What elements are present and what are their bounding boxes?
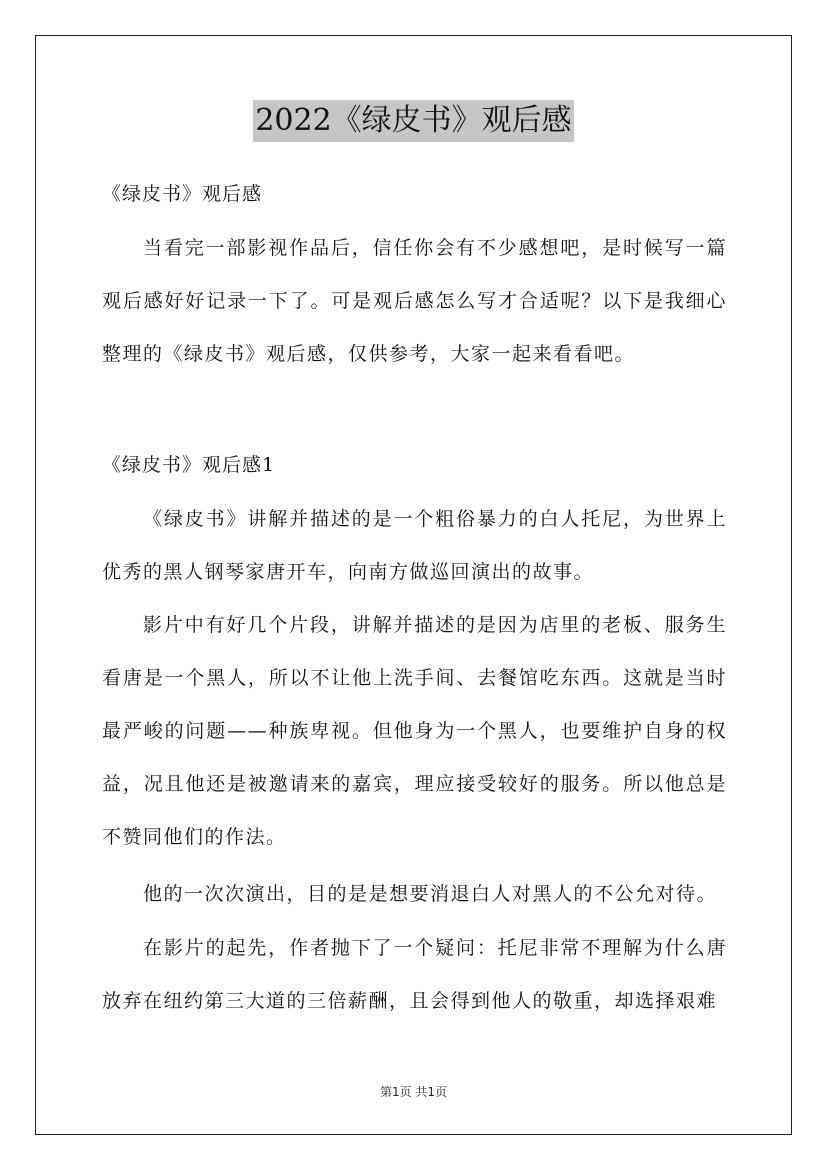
body-paragraph-3: 他的一次次演出，目的是是想要消退白人对黑人的不公允对待。: [143, 883, 718, 905]
document-title-text: 2022《绿皮书》观后感: [253, 100, 573, 142]
body-paragraph-4: 在影片的起先，作者抛下了一个疑问：托尼非常不理解为什么唐放弃在纽约第三大道的三倍薪酬，且会得到他人的敬重，却选择艰难: [102, 937, 727, 1012]
page-number-footer: 第1页 共1页: [379, 1085, 448, 1099]
document-title: [0, 100, 827, 142]
document-subtitle: 《绿皮书》观后感: [102, 183, 263, 205]
body-paragraph-1: 《绿皮书》讲解并描述的是一个粗俗暴力的白人托尼，为世界上优秀的黑人钢琴家唐开车，向南方做巡回演出的故事。: [102, 508, 727, 583]
section-heading: 《绿皮书》观后感1: [102, 454, 276, 476]
body-paragraph-2: 影片中有好几个片段，讲解并描述的是因为店里的老板、服务生看唐是一个黑人，所以不让他上洗手间、去餐馆吃东西。这就是当时最严峻的问题——种族卑视。但他身为一个黑人，也要维护自身的权益，况且他还是被邀请来的嘉宾，理应接受较好的服务。所以他总是不赞同他们的作法。: [102, 614, 727, 848]
intro-paragraph: 当看完一部影视作品后，信任你会有不少感想吧，是时候写一篇观后感好好记录一下了。可是观后感怎么写才合适呢？以下是我细心整理的《绿皮书》观后感，仅供参考，大家一起来看看吧。: [102, 237, 727, 365]
